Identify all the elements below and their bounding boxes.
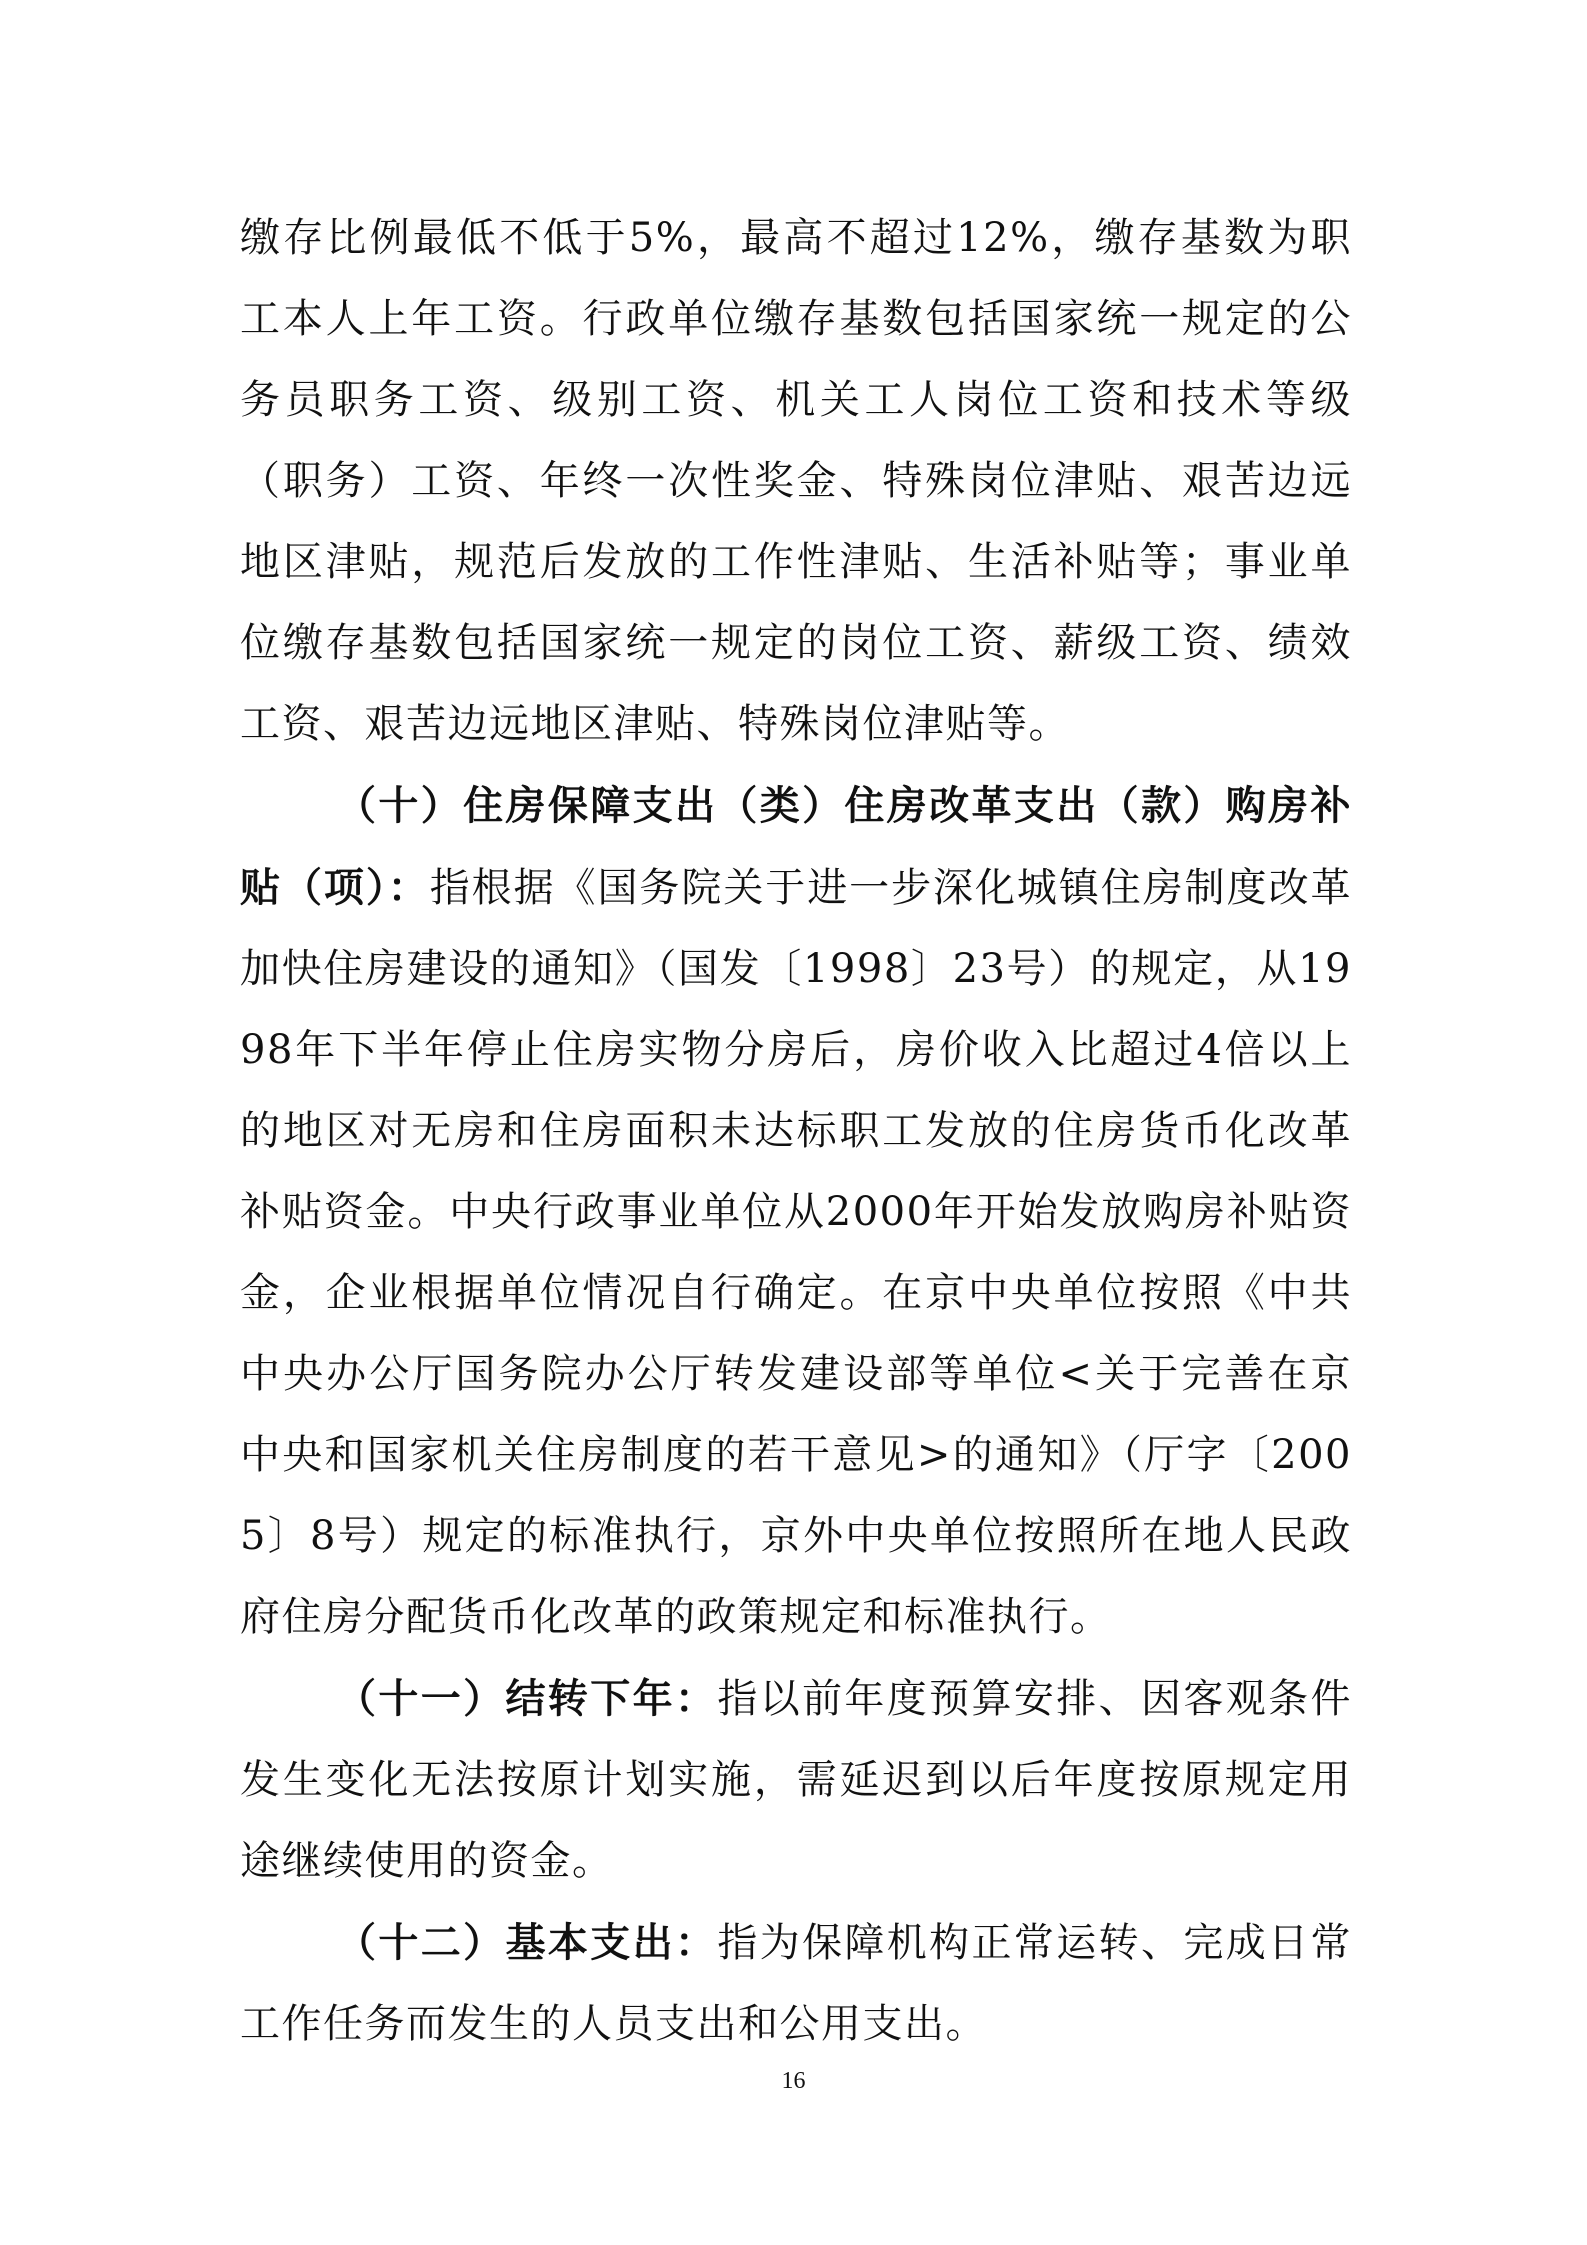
paragraph-continuation [240, 198, 1352, 765]
paragraph-text: 指以前年度预算安排、因客观条件发生变化无法按原计划实施，需延迟到以后年度按原规定用途继续使用的资金。 [240, 1676, 1353, 1884]
paragraph-heading: （十）住房保障支出（类）住房改革支出（款）购房补贴（项）： [240, 782, 1352, 911]
paragraph-heading: （十二）基本支出： [336, 1919, 718, 1966]
page-number: 16 [781, 2068, 806, 2094]
paragraph-carryover [240, 1658, 1352, 1902]
document-body [240, 198, 1352, 2065]
paragraph-heading: （十一）结转下年： [336, 1675, 718, 1722]
paragraph-text: 指根据《国务院关于进一步深化城镇住房制度改革加快住房建设的通知》（国发〔1998〕23号）的规定，从1998年下半年停止住房实物分房后，房价收入比超过4倍以上的地区对无房和住房面积未达标职工发放的住房货币化改革补贴资金。中央行政事业单位从2000年开始发放购房补贴资金，企业根据单位情况自行确定。在京中央单位按照《中共中央办公厅国务院办公厅转发建设部等单位<关于完善在京中央和国家机关住房制度的若干意见>的通知》（厅字〔2005〕8号）规定的标准执行，京外中央单位按照所在地人民政府住房分配货币化改革的政策规定和标准执行。 [240, 865, 1353, 1640]
paragraph-text: 缴存比例最低不低于5%，最高不超过12%，缴存基数为职工本人上年工资。行政单位缴存基数包括国家统一规定的公务员职务工资、级别工资、机关工人岗位工资和技术等级（职务）工资、年终一次性奖金、特殊岗位津贴、艰苦边远地区津贴，规范后发放的工作性津贴、生活补贴等；事业单位缴存基数包括国家统一规定的岗位工资、薪级工资、绩效工资、艰苦边远地区津贴、特殊岗位津贴等。 [240, 215, 1352, 747]
paragraph-text: 指为保障机构正常运转、完成日常工作任务而发生的人员支出和公用支出。 [240, 1920, 1353, 2047]
paragraph-housing-subsidy [240, 765, 1352, 1658]
paragraph-basic-expenditure [240, 1902, 1352, 2065]
